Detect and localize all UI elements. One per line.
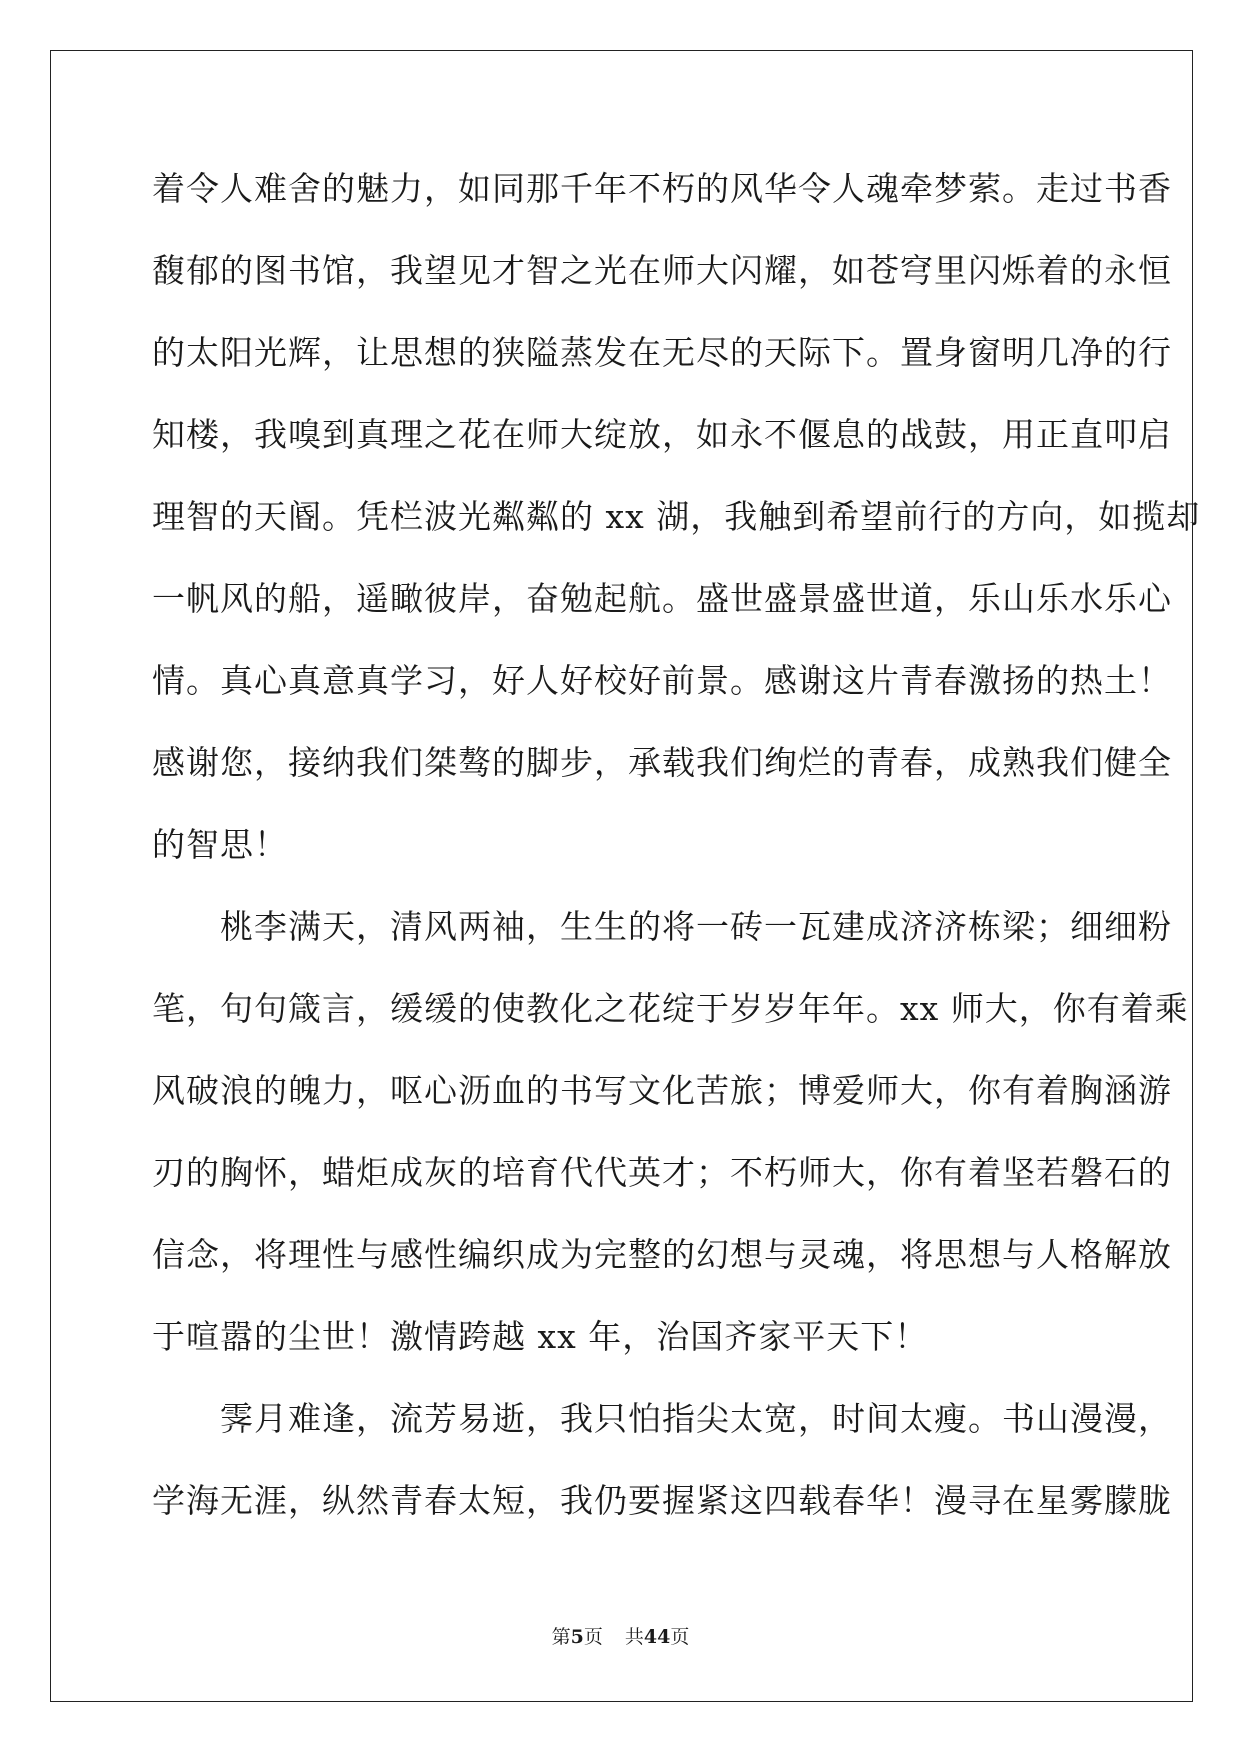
total-pages: 44 bbox=[643, 1626, 671, 1648]
text-line: 刃的胸怀，蜡炬成灰的培育代代英才；不朽师大，你有着坚若磐石的 bbox=[152, 1153, 1172, 1192]
text-line: 学海无涯，纵然青春太短，我仍要握紧这四载春华！漫寻在星雾朦胧 bbox=[152, 1481, 1172, 1520]
text-line: 风破浪的魄力，呕心沥血的书写文化苦旅；博爱师大，你有着胸涵游 bbox=[152, 1071, 1172, 1110]
text-line: 理智的天阍。凭栏波光粼粼的 xx 湖，我触到希望前行的方向，如揽却 bbox=[152, 497, 1201, 536]
text-line: 的智思！ bbox=[152, 825, 288, 864]
page-prefix: 第 bbox=[551, 1626, 571, 1648]
text-line: 着令人难舍的魅力，如同那千年不朽的风华令人魂牵梦萦。走过书香 bbox=[152, 169, 1172, 208]
page-number bbox=[552, 1626, 603, 1648]
total-suffix: 页 bbox=[670, 1626, 690, 1648]
text-line: 馥郁的图书馆，我望见才智之光在师大闪耀，如苍穹里闪烁着的永恒 bbox=[152, 251, 1172, 290]
text-line: 一帆风的船，遥瞰彼岸，奋勉起航。盛世盛景盛世道，乐山乐水乐心 bbox=[152, 579, 1172, 618]
page-total bbox=[625, 1626, 689, 1648]
text-line: 霁月难逢，流芳易逝，我只怕指尖太宽，时间太瘦。书山漫漫， bbox=[152, 1399, 1172, 1438]
document-body bbox=[152, 160, 1201, 1554]
total-prefix: 共 bbox=[624, 1626, 644, 1648]
text-line: 信念，将理性与感性编织成为完整的幻想与灵魂，将思想与人格解放 bbox=[152, 1235, 1172, 1274]
text-line: 感谢您，接纳我们桀骜的脚步，承载我们绚烂的青春，成熟我们健全 bbox=[152, 743, 1172, 782]
text-line: 于喧嚣的尘世！激情跨越 xx 年，治国齐家平天下！ bbox=[152, 1317, 929, 1356]
text-line: 的太阳光辉，让思想的狭隘蒸发在无尽的天际下。置身窗明几净的行 bbox=[152, 333, 1172, 372]
text-line: 桃李满天，清风两袖，生生的将一砖一瓦建成济济栋梁；细细粉 bbox=[152, 907, 1172, 946]
page-footer bbox=[0, 1622, 1241, 1649]
current-page: 5 bbox=[570, 1626, 584, 1648]
page-suffix: 页 bbox=[583, 1626, 603, 1648]
text-line: 知楼，我嗅到真理之花在师大绽放，如永不偃息的战鼓，用正直叩启 bbox=[152, 415, 1172, 454]
text-line: 笔，句句箴言，缓缓的使教化之花绽于岁岁年年。xx 师大，你有着乘 bbox=[152, 989, 1189, 1028]
text-line: 情。真心真意真学习，好人好校好前景。感谢这片青春激扬的热土！ bbox=[152, 661, 1172, 700]
